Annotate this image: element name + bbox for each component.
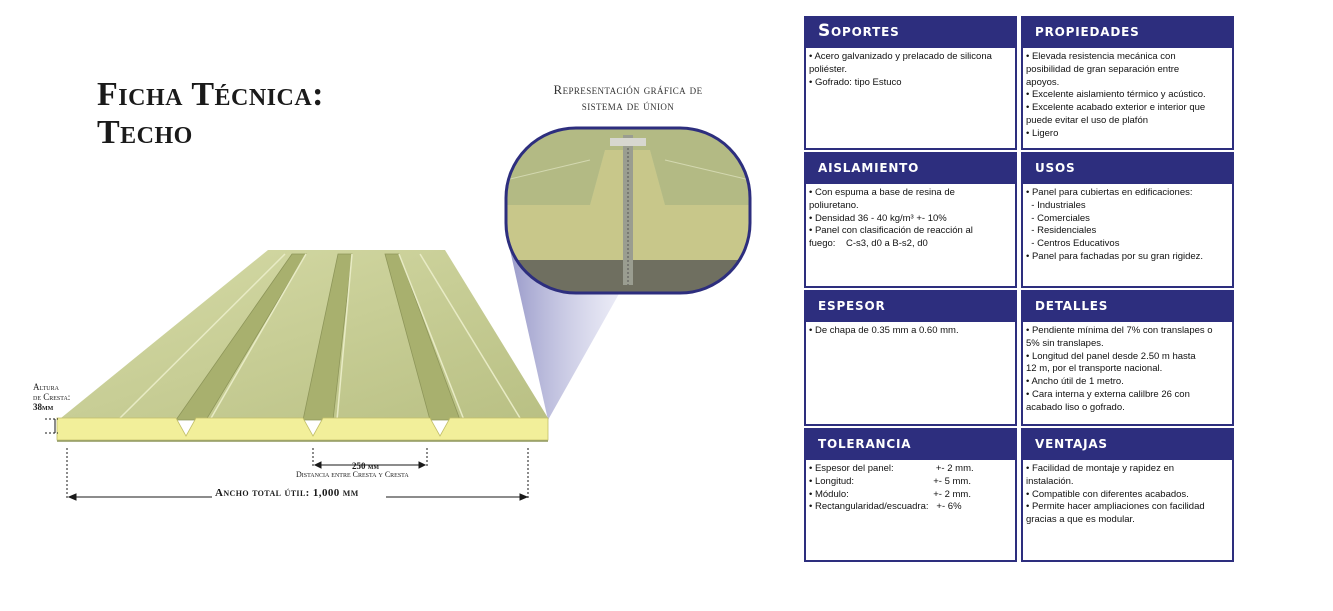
section-ventajas [1021,428,1234,562]
crest-spacing-value: 250 mm [352,461,380,471]
section-title: espesor [804,290,1017,320]
crest-height-label-1: Altura [33,382,59,392]
section-line: • Espesor del panel: +- 2 mm. [809,463,974,474]
section-line: • De chapa de 0.35 mm a 0.60 mm. [809,325,959,336]
section-line: • Permite hacer ampliaciones con facilidad [1026,501,1205,513]
crest-height-value: 38mm [33,402,54,412]
section-line: • Excelente acabado exterior e interior que [1026,102,1206,114]
section-body [1021,458,1234,562]
section-line: instalación. [1026,475,1074,487]
section-line: • Elevada resistencia mecánica con [1026,51,1176,62]
joint-detail-circle [506,128,750,293]
section-line: • Panel con clasificación de reacción al [809,225,973,237]
section-body [804,182,1017,288]
section-line: - Comerciales [1026,212,1090,224]
title-line-1: Ficha Técnica: [97,76,325,113]
section-line: • Ligero [1026,127,1059,139]
title-line-2: Techo [97,114,193,151]
section-line: - Residenciales [1026,225,1097,237]
section-body [1021,46,1234,150]
section-line: • Rectangularidad/escuadra: +- 6% [809,501,962,513]
section-body [1021,320,1234,426]
section-title: detalles [1021,290,1234,320]
section-propiedades [1021,16,1234,150]
section-line: • Facilidad de montaje y rapidez en [1026,463,1175,474]
section-title: Soportes [804,16,1017,46]
section-line: poliéster. [809,63,848,75]
section-line: acabado liso o gofrado. [1026,401,1125,413]
panel-top [61,250,548,418]
crest-spacing-label: Distancia entre Cresta y Cresta [296,470,409,479]
section-title: propiedades [1021,16,1234,46]
section-line: • Longitud del panel desde 2.50 m hasta [1026,350,1196,362]
section-line: • Ancho útil de 1 metro. [1026,376,1124,388]
section-line: • Longitud: +- 5 mm. [809,475,971,487]
section-line: • Cara interna y externa calilbre 26 con [1026,388,1190,400]
section-body [804,458,1017,562]
section-aislamiento [804,152,1017,288]
section-soportes [804,16,1017,150]
crest-height-label [33,382,70,412]
section-line: • Pendiente mínima del 7% con translapes o [1026,325,1213,336]
section-line: • Módulo: +- 2 mm. [809,488,971,500]
section-line: - Industriales [1026,199,1086,211]
section-line: • Gofrado: tipo Estuco [809,76,902,88]
section-line: 5% sin translapes. [1026,337,1104,349]
total-width-label: Ancho total útil: 1,000 mm [215,487,359,499]
section-body [804,46,1017,150]
joint-caption-line-1: Representación gráfica de [553,82,703,97]
section-detalles [1021,290,1234,426]
spec-grid [804,16,1234,562]
section-line: apoyos. [1026,76,1060,88]
section-line: • Excelente aislamiento térmico y acústico. [1026,89,1206,101]
section-tolerancia [804,428,1017,562]
section-body [804,320,1017,426]
section-line: poliuretano. [809,199,859,211]
section-line: • Acero galvanizado y prelacado de silicona [809,51,992,62]
joint-caption-line-2: sistema de únion [581,98,675,113]
section-title: usos [1021,152,1234,182]
section-body [1021,182,1234,288]
section-title: tolerancia [804,428,1017,458]
section-line: posibilidad de gran separación entre [1026,63,1180,75]
section-line: • Densidad 36 - 40 kg/m³ +- 10% [809,212,947,224]
section-line: • Panel para cubiertas en edificaciones: [1026,187,1193,198]
section-espesor [804,290,1017,426]
section-line: • Con espuma a base de resina de [809,187,955,198]
panel-foam-core [57,418,548,440]
crest-height-label-2: de Cresta: [33,392,71,402]
section-line: 12 m, por el transporte nacional. [1026,363,1163,375]
section-usos [1021,152,1234,288]
section-title: aislamiento [804,152,1017,182]
section-line: gracias a que es modular. [1026,514,1135,526]
section-line: - Centros Educativos [1026,238,1120,250]
section-title: ventajas [1021,428,1234,458]
section-line: fuego: C-s3, d0 a B-s2, d0 [809,238,928,250]
section-line: puede evitar el uso de plafón [1026,114,1149,126]
section-line: • Panel para fachadas por su gran rigidez. [1026,250,1204,262]
section-line: • Compatible con diferentes acabados. [1026,488,1189,500]
